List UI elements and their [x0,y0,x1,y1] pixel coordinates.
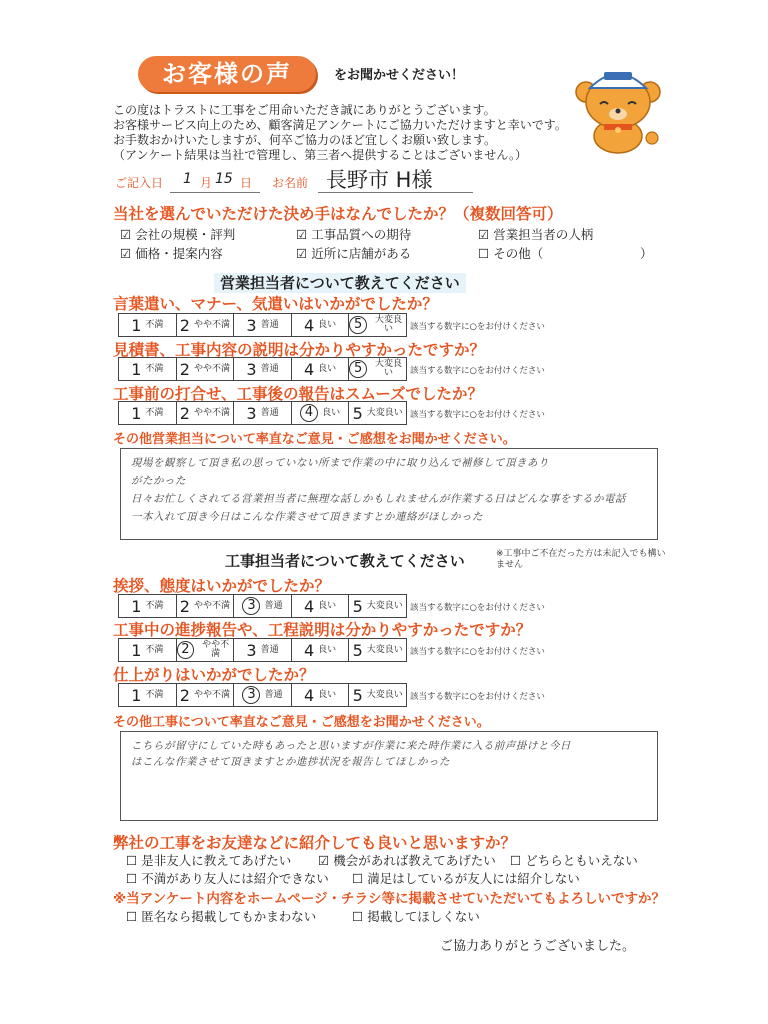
workers-q1-scale [118,594,407,618]
page-subtitle: をお聞かせください！ [334,68,465,83]
scale-label: 大変良い [366,689,403,700]
scale-label: 普通 [264,689,283,700]
sales-comment-box[interactable] [120,448,658,540]
scale-option-3[interactable] [234,358,292,380]
checkbox-empty-icon: ☐ [352,909,364,924]
date-day: 15 [215,171,233,187]
day-unit: 日 [240,176,253,190]
scale-note: 該当する数字に○をお付けください [410,322,545,332]
name-label: お名前 [272,176,309,190]
scale-number: 4 [300,404,318,422]
reason-question: 当社を選んでいただけた決め手はなんでしたか？（複数回答可） [113,205,563,223]
scale-option-3[interactable] [234,314,292,336]
referral-option-5[interactable]: ☐ 満足はしているが友人には紹介しない [352,871,580,886]
scale-number: 4 [303,596,315,616]
scale-number: 3 [242,597,260,615]
scale-note: 該当する数字に○をお付けください [410,647,545,657]
scale-label: 普通 [260,644,279,655]
scale-option-1[interactable] [119,358,177,380]
scale-number: 5 [352,685,363,705]
scale-label: 不満 [145,689,164,700]
scale-number: 1 [131,359,142,379]
intro-line-2: お客様サービス向上のため、顧客満足アンケートにご協力いただけますと幸いです。 [113,118,567,132]
scale-number: 5 [349,316,367,334]
name-value: 長野市 H様 [326,168,433,192]
publish-option-2[interactable]: ☐ 掲載してほしくない [352,909,480,924]
workers-comment-box[interactable] [120,731,658,821]
scale-number: 5 [352,640,363,660]
workers-comment-line: こちらが留守にしていた時もあったと思いますが作業に来た時作業に入る前声掛けと今日 [131,740,571,752]
referral-question: 弊社の工事をお友達などに紹介しても良いと思いますか？ [113,834,517,852]
scale-number: 2 [179,403,190,423]
scale-label: 良い [318,600,337,611]
date-label: ご記入日 [115,176,164,190]
scale-number: 1 [131,685,142,705]
checkbox-checked-icon: ☑ [478,227,490,242]
publish-question: ※当アンケート内容をホームページ・チラシ等に掲載させていただいてもよろしいですか？ [113,891,666,907]
referral-option-3[interactable]: ☐ どちらともいえない [510,853,638,868]
intro-line-1: この度はトラストに工事をご用命いただき誠にありがとうございます。 [113,103,496,117]
reason-option-4[interactable]: ☑ 価格・提案内容 [120,246,223,261]
reason-option-5[interactable]: ☑ 近所に店舗がある [296,246,412,261]
scale-number: 4 [303,685,315,705]
referral-option-2[interactable]: ☑ 機会があれば教えてあげたい [318,853,496,868]
sales-comment-line: がたかった [131,475,186,487]
checkbox-empty-icon: ☐ [510,853,522,868]
referral-option-4[interactable]: ☐ 不満があり友人には紹介できない [126,871,329,886]
scale-option-4[interactable] [292,595,350,617]
sales-comment-line: 現場を観察して頂き私の思っていない所まで作業の中に取り込んで補修して頂きあり [131,457,549,469]
scale-label: 不満 [145,644,164,655]
month-unit: 月 [200,176,213,190]
scale-option-5[interactable] [349,639,406,661]
name-underline [318,192,473,193]
scale-number: 4 [303,640,315,660]
scale-option-2[interactable] [177,314,235,336]
sales-q1-scale [118,313,407,337]
scale-label: やや不満 [193,600,230,611]
bear-mascot-icon [572,58,664,154]
scale-option-2[interactable] [177,684,235,706]
scale-label: 良い [322,407,341,418]
scale-option-1[interactable] [119,639,177,661]
workers-heading: 工事担当者について教えてください [225,552,465,570]
sales-comment-line: 一本入れて頂き今日はこんな作業させて頂きますとか連絡がほしかった [131,511,483,523]
checkbox-empty-icon: ☐ [126,909,138,924]
scale-option-1[interactable] [119,684,177,706]
workers-comment-title: その他工事について率直なご意見・ご感想をお聞かせください。 [113,715,490,730]
scale-number: 1 [131,596,142,616]
sales-q1-title: 言葉遣い、マナー、気遣いはいかがでしたか？ [113,295,438,313]
scale-label: 普通 [260,407,279,418]
checkbox-empty-icon: ☐ [352,871,364,886]
scale-option-5[interactable] [349,314,406,336]
scale-label: 大変良い [366,600,403,611]
checkbox-checked-icon: ☑ [296,227,308,242]
intro-line-3: お手数おかけいたしますが、何卒ご協力のほど宜しくお願い致します。 [113,133,497,147]
scale-number: 1 [131,640,142,660]
workers-q3-scale [118,683,407,707]
scale-option-1[interactable] [119,402,177,424]
scale-label: 普通 [260,363,279,374]
sales-q3-title: 工事前の打合せ、工事後の報告はスムーズでしたか？ [113,385,483,403]
scale-label: 良い [318,644,337,655]
scale-label: 大変良い [374,359,402,378]
reason-option-6[interactable]: ☐ その他（ [478,246,544,261]
scale-number: 3 [246,640,257,660]
scale-label: やや不満 [193,407,230,418]
scale-option-4[interactable] [292,402,350,424]
scale-option-2[interactable] [177,639,235,661]
scale-label: 良い [318,319,337,330]
scale-option-5[interactable] [349,684,406,706]
scale-number: 2 [179,315,190,335]
scale-label: 不満 [145,600,164,611]
sales-comment-title: その他営業担当について率直なご意見・ご感想をお聞かせください。 [113,432,516,447]
scale-label: 大変良い [366,407,403,418]
scale-option-5[interactable] [349,595,406,617]
scale-note: 該当する数字に○をお付けください [410,603,545,613]
sales-q3-scale [118,401,407,425]
checkbox-checked-icon: ☑ [120,246,132,261]
checkbox-checked-icon: ☑ [120,227,132,242]
workers-q3-title: 仕上がりはいかがでしたか？ [113,666,315,684]
scale-number: 2 [179,685,190,705]
scale-option-4[interactable] [292,684,350,706]
scale-option-4[interactable] [292,639,350,661]
scale-option-1[interactable] [119,595,177,617]
scale-option-3[interactable] [234,639,292,661]
workers-q2-title: 工事中の進捗報告や、工程説明は分かりやすかったですか？ [113,621,532,639]
intro-line-4: （アンケート結果は当社で管理し、第三者へ提供することはございません。） [113,148,528,162]
scale-number: 5 [352,403,363,423]
scale-number: 1 [131,403,142,423]
scale-note: 該当する数字に○をお付けください [410,410,545,420]
reason-other-close: ） [640,246,653,261]
checkbox-empty-icon: ☐ [478,246,490,261]
reason-option-2[interactable]: ☑ 工事品質への期待 [296,227,412,242]
scale-number: 3 [246,359,257,379]
scale-number: 5 [349,360,367,378]
scale-option-3[interactable] [234,595,292,617]
scale-note: 該当する数字に○をお付けください [410,692,545,702]
scale-option-1[interactable] [119,314,177,336]
scale-number: 3 [246,403,257,423]
scale-option-5[interactable] [349,358,406,380]
scale-number: 2 [177,641,195,659]
scale-label: 良い [318,689,337,700]
scale-option-5[interactable] [349,402,406,424]
scale-option-3[interactable] [234,402,292,424]
scale-label: 不満 [145,407,164,418]
scale-option-2[interactable] [177,595,235,617]
scale-number: 3 [246,315,257,335]
reason-option-3[interactable]: ☑ 営業担当者の人柄 [478,227,594,242]
sales-q2-title: 見積書、工事内容の説明は分かりやすかったですか？ [113,341,486,359]
workers-q2-scale [118,638,407,662]
scale-number: 2 [179,359,190,379]
scale-label: 大変良い [366,644,403,655]
scale-label: 良い [318,363,337,374]
scale-option-2[interactable] [177,358,235,380]
page-title: お客様の声 [138,56,316,92]
scale-number: 1 [131,315,142,335]
sales-q2-scale [118,357,407,381]
publish-option-1[interactable]: ☐ 匿名なら掲載してもかまわない [126,909,317,924]
scale-option-4[interactable] [292,358,350,380]
scale-label: 普通 [264,600,283,611]
thanks-message: ご協力ありがとうございました。 [440,939,636,954]
checkbox-empty-icon: ☐ [126,871,138,886]
scale-number: 4 [303,315,315,335]
workers-heading-note: ※工事中ご不在だった方は未記入でも構いません [496,549,666,570]
checkbox-checked-icon: ☑ [318,853,330,868]
date-month: 1 [183,171,192,187]
sales-heading: 営業担当者について教えてください [214,272,466,293]
workers-comment-line: はこんな作業させて頂きますとか進捗状況を報告してほしかった [131,756,450,768]
scale-option-4[interactable] [292,314,350,336]
scale-label: 普通 [260,319,279,330]
scale-label: やや不満 [193,363,230,374]
referral-option-1[interactable]: ☐ 是非友人に教えてあげたい [126,853,292,868]
scale-label: やや不満 [193,319,230,330]
scale-option-2[interactable] [177,402,235,424]
date-underline [170,192,260,193]
scale-number: 4 [303,359,315,379]
scale-label: 大変良い [374,315,402,334]
checkbox-empty-icon: ☐ [126,853,138,868]
checkbox-checked-icon: ☑ [296,246,308,261]
workers-q1-title: 挨拶、態度はいかがでしたか？ [113,577,331,595]
scale-label: 不満 [145,319,164,330]
scale-note: 該当する数字に○をお付けください [410,366,545,376]
reason-option-1[interactable]: ☑ 会社の規模・評判 [120,227,236,242]
scale-number: 2 [179,596,190,616]
scale-label: やや不満 [193,689,230,700]
scale-option-3[interactable] [234,684,292,706]
scale-number: 5 [352,596,363,616]
sales-comment-line: 日々お忙しくされてる営業担当者に無理な話しかもしれませんが作業する日はどんな事をするか電話 [131,493,626,505]
scale-label: やや不満 [202,640,230,659]
scale-label: 不満 [145,363,164,374]
scale-number: 3 [242,686,260,704]
